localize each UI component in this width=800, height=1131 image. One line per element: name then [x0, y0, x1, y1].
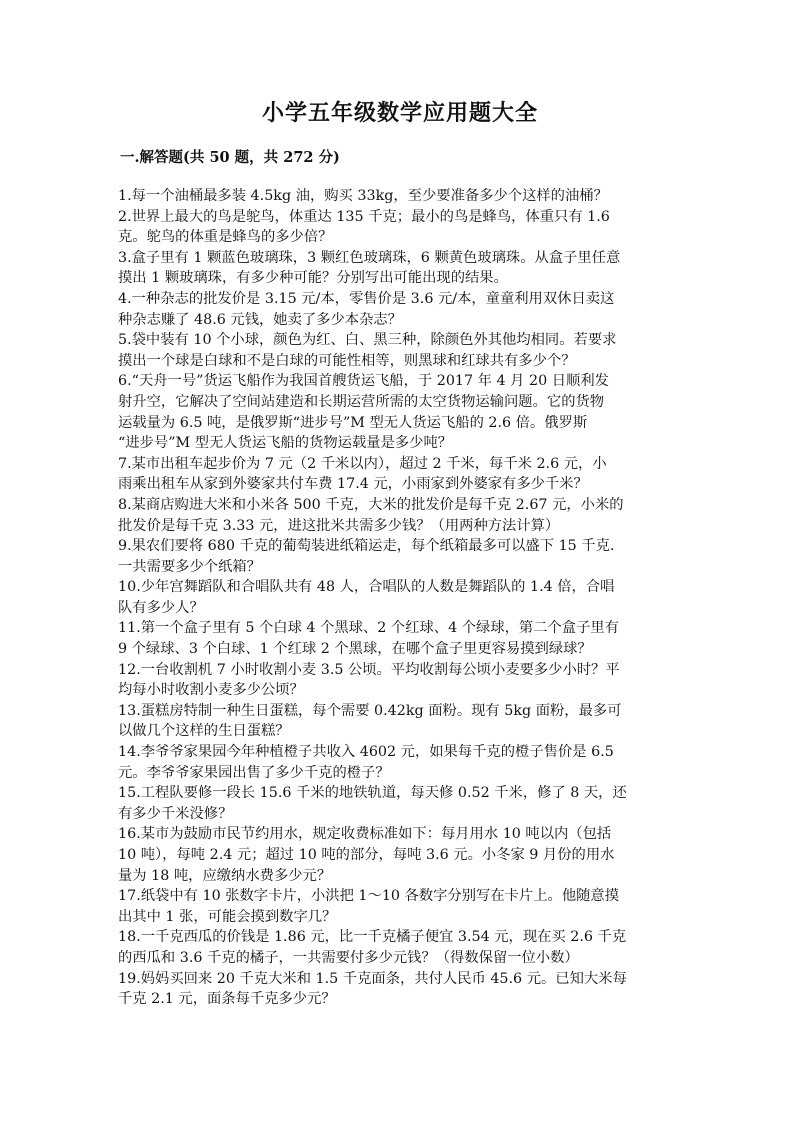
question-text-line: 9 个绿球、3 个白球、1 个红球 2 个黑球，在哪个盒子里更容易摸到绿球？ — [118, 641, 592, 658]
section-heading: 一.解答题(共 50 题，共 272 分) — [120, 149, 340, 166]
question-item — [118, 536, 678, 577]
question-text-line: 10.少年宫舞蹈队和合唱队共有 48 人，合唱队的人数是舞蹈队的 1.4 倍，合唱 — [118, 579, 615, 596]
question-text-line: 15.工程队要修一段长 15.6 千米的地铁轨道，每天修 0.52 千米，修了 8 天，还 — [118, 785, 627, 802]
question-text-line: 批发价是每千克 3.33 元，进这批米共需多少钱？（用两种方法计算） — [118, 517, 560, 534]
question-text-line: 13.蛋糕房特制一种生日蛋糕，每个需要 0.42kg 面粉。现有 5kg 面粉，最多可 — [118, 702, 622, 719]
question-text-line: 千克 2.1 元，面条每千克多少元？ — [118, 991, 336, 1008]
question-text-line: 5.袋中装有 10 个小球，颜色为红、白、黑三种，除颜色外其他均相同。若要求 — [118, 332, 617, 349]
question-text-line: 14.李爷爷家果园今年种植橙子共收入 4602 元，如果每千克的橙子售价是 6.5 — [118, 744, 614, 761]
question-list — [118, 186, 678, 1010]
question-item — [118, 371, 678, 453]
question-text-line: 均每小时收割小麦多少公顷？ — [118, 682, 304, 699]
question-item — [118, 783, 678, 824]
question-text-line: 7.某市出租车起步价为 7 元（2 千米以内），超过 2 千米，每千米 2.6 元，小 — [118, 455, 607, 472]
question-text-line: 队有多少人？ — [118, 599, 204, 616]
question-text-line: “进步号”M 型无人货运飞船的货物运载量是多少吨？ — [118, 435, 453, 452]
question-text-line: 12.一台收割机 7 小时收割小麦 3.5 公顷。平均收割每公顷小麦要多少小时？平 — [118, 661, 620, 678]
question-text-line: 1.每一个油桶最多装 4.5kg 油，购买 33kg，至少要准备多少个这样的油桶？ — [118, 188, 608, 204]
question-text-line: 的西瓜和 3.6 千克的橘子，一共需要付多少元钱？（得数保留一位小数） — [118, 949, 579, 966]
question-text-line: 运载量为 6.5 吨，是俄罗斯“进步号”M 型无人货运飞船的 2.6 倍。俄罗斯 — [118, 414, 588, 431]
question-text-line: 摸出 1 颗玻璃珠，有多少种可能？分别写出可能出现的结果。 — [118, 270, 508, 287]
question-text-line: 雨乘出租车从家到外婆家共付车费 17.4 元，小雨家到外婆家有多少千米？ — [118, 476, 588, 493]
question-item — [118, 618, 678, 659]
question-text-line: 4.一种杂志的批发价是 3.15 元/本，零售价是 3.6 元/本，童童利用双休日卖这 — [118, 290, 615, 307]
question-item — [118, 207, 678, 248]
question-text-line: 9.果农们要将 680 千克的葡萄装进纸箱运走，每个纸箱最多可以盛下 15 千克. — [118, 538, 615, 555]
question-text-line: 射升空，它解决了空间站建造和长期运营所需的太空货物运输问题。它的货物 — [118, 393, 605, 410]
question-text-line: 克。鸵鸟的体重是蜂鸟的多少倍？ — [118, 229, 333, 246]
question-item — [118, 186, 678, 207]
question-text-line: 摸出一个球是白球和不是白球的可能性相等，则黑球和红球共有多少个？ — [118, 352, 576, 369]
question-text-line: 18.一千克西瓜的价钱是 1.86 元，比一千克橘子便宜 3.54 元，现在买 2.6 千克 — [118, 929, 627, 946]
question-text-line: 元。李爷爷家果园出售了多少千克的橙子？ — [118, 764, 390, 781]
question-text-line: 17.纸袋中有 10 张数字卡片，小洪把 1～10 各数字分别写在卡片上。他随意摸 — [118, 888, 620, 905]
question-text-line: 16.某市为鼓励市民节约用水，规定收费标准如下：每月用水 10 吨以内（包括 — [118, 826, 612, 843]
question-text-line: 10 吨），每吨 2.4 元；超过 10 吨的部分，每吨 3.6 元。小冬家 9 月份的用水 — [118, 847, 615, 863]
question-text-line: 19.妈妈买回来 20 千克大米和 1.5 千克面条，共付人民币 45.6 元。已知大米每 — [118, 970, 627, 987]
question-text-line: 以做几个这样的生日蛋糕？ — [118, 723, 290, 740]
question-item — [118, 454, 678, 495]
question-text-line: 种杂志赚了 48.6 元钱，她卖了多少本杂志？ — [118, 311, 402, 328]
question-text-line: 一共需要多少个纸箱？ — [118, 558, 261, 575]
question-item — [118, 886, 678, 927]
page-title: 小学五年级数学应用题大全 — [261, 100, 538, 126]
question-text-line: 量为 18 吨，应缴纳水费多少元？ — [118, 867, 332, 884]
question-item — [118, 495, 678, 536]
question-item — [118, 330, 678, 371]
question-text-line: 6.“天舟一号”货运飞船作为我国首艘货运飞船，于 2017 年 4 月 20 日顺利发 — [118, 373, 609, 390]
question-item — [118, 824, 678, 886]
question-item — [118, 660, 678, 701]
question-item — [118, 742, 678, 783]
question-text-line: 3.盒子里有 1 颗蓝色玻璃珠，3 颗红色玻璃珠，6 颗黄色玻璃珠。从盒子里任意 — [118, 249, 621, 266]
question-text-line: 2.世界上最大的鸟是鸵鸟，体重达 135 千克；最小的鸟是蜂鸟，体重只有 1.6 — [118, 208, 610, 225]
question-text-line: 11.第一个盒子里有 5 个白球 4 个黑球、2 个红球、4 个绿球，第二个盒子里有 — [118, 620, 619, 637]
question-item — [118, 927, 678, 968]
question-item — [118, 289, 678, 330]
question-text-line: 出其中 1 张，可能会摸到数字几？ — [118, 908, 337, 925]
question-item — [118, 969, 678, 1010]
question-text-line: 8.某商店购进大米和小米各 500 千克，大米的批发价是每千克 2.67 元，小米的 — [118, 496, 624, 513]
question-item — [118, 248, 678, 289]
question-item — [118, 701, 678, 742]
question-item — [118, 577, 678, 618]
question-text-line: 有多少千米没修？ — [118, 805, 233, 822]
